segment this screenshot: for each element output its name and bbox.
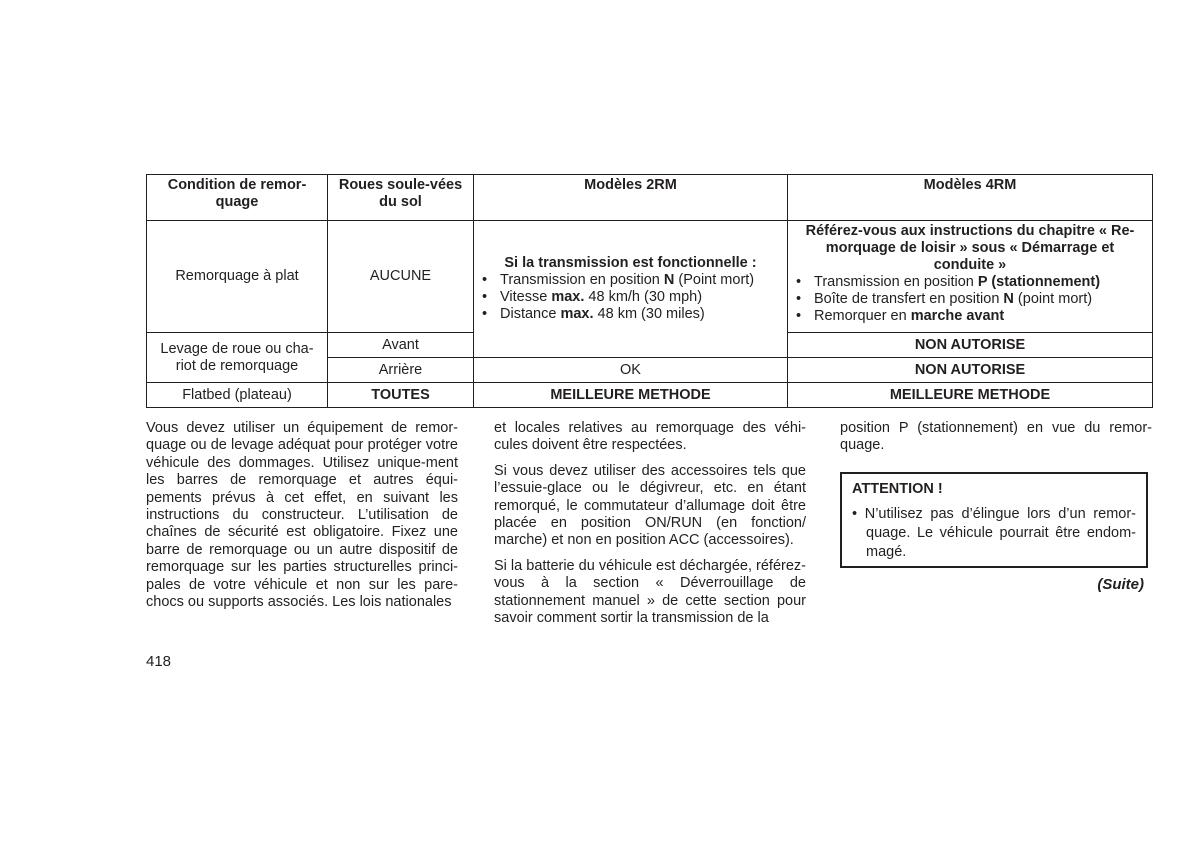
- body-paragraph: Si la batterie du véhicule est déchargée, référez-vous à la section « Déverrouillage de stationnement manuel » de cette section pour savoir comment sortir la transmission de la: [494, 557, 806, 627]
- 4wd-instructions-list: [794, 274, 1146, 325]
- header-2wd-models: Modèles 2RM: [474, 175, 788, 221]
- wheel-lift-front-4wd: NON AUTORISE: [788, 333, 1153, 358]
- header-4wd-models: Modèles 4RM: [788, 175, 1153, 221]
- body-column-1: [146, 420, 458, 619]
- header-condition: Condition de remor-quage: [147, 175, 328, 221]
- table-row-flat-towing: [147, 221, 1153, 333]
- wheel-lift-rear-4wd: NON AUTORISE: [788, 358, 1153, 383]
- body-column-2: [494, 420, 806, 635]
- wheel-lift-rear-2wd: OK: [474, 358, 788, 383]
- wheel-lift-front: Avant: [328, 333, 474, 358]
- 2wd-instructions-list: [480, 272, 781, 323]
- list-item: • Transmission en position P (stationnement): [810, 274, 1146, 291]
- 2wd-condition-heading: Si la transmission est fonctionnelle :: [504, 255, 757, 271]
- flatbed-wheels: TOUTES: [328, 383, 474, 408]
- row-label-flatbed: Flatbed (plateau): [147, 383, 328, 408]
- attention-box: [840, 472, 1148, 568]
- list-item: • Boîte de transfert en position N (point mort): [810, 291, 1146, 308]
- flat-towing-4wd-cell: [788, 221, 1153, 333]
- 4wd-reference-heading: Référez-vous aux instructions du chapitre « Re-morquage de loisir » sous « Démarrage et conduite »: [805, 223, 1135, 273]
- body-paragraph: position P (stationnement) en vue du remor-quage.: [840, 420, 1152, 454]
- header-wheels-lifted: Roues soule-vées du sol: [328, 175, 474, 221]
- flat-towing-2wd-cell: [474, 221, 788, 358]
- list-item: • Remorquer en marche avant: [810, 308, 1146, 325]
- body-column-3: [840, 420, 1152, 463]
- towing-table: [146, 174, 1153, 408]
- body-paragraph: Si vous devez utiliser des accessoires tels que l’essuie-glace ou le dégivreur, etc. en étant remorqué, le commutateur d’allumage doit être placée en position ON/RUN (en fonction/ marche) et non en position ACC (accessoires).: [494, 462, 806, 549]
- wheel-lift-rear: Arrière: [328, 358, 474, 383]
- body-paragraph: Vous devez utiliser un équipement de remor-quage ou de levage adéquat pour protéger votre véhicule des dommages. Utilisez unique-ment les barres de remorquage et autres équi-pements prévus à cet effet, en suivant les instructions du constructeur. L’utilisation de chaînes de sécurité est obligatoire. Fixez une barre de remorquage ou un autre dispositif de remorquage sur les parties structurelles princi-pales de votre véhicule et non sur les pare-chocs ou supports associés. Les lois nationales: [146, 420, 458, 611]
- row-label-flat-towing: Remorquage à plat: [147, 221, 328, 333]
- attention-item: • N’utilisez pas d’élingue lors d’un remor-quage. Le véhicule pourrait être endom-magé.: [852, 506, 1136, 560]
- list-item: • Distance max. 48 km (30 miles): [496, 306, 781, 323]
- table-header-row: [147, 175, 1153, 221]
- flatbed-4wd: MEILLEURE METHODE: [788, 383, 1153, 408]
- page-number: 418: [146, 653, 172, 670]
- body-paragraph: et locales relatives au remorquage des véhi-cules doivent être respectées.: [494, 420, 806, 454]
- list-item: • Vitesse max. 48 km/h (30 mph): [496, 289, 781, 306]
- row-label-wheel-lift: Levage de roue ou cha-riot de remorquage: [147, 333, 328, 383]
- continued-label: (Suite): [1097, 576, 1144, 593]
- attention-title: ATTENTION !: [852, 481, 943, 497]
- list-item: • Transmission en position N (Point mort): [496, 272, 781, 289]
- flatbed-2wd: MEILLEURE METHODE: [474, 383, 788, 408]
- flat-towing-wheels: AUCUNE: [328, 221, 474, 333]
- table-row-flatbed: [147, 383, 1153, 408]
